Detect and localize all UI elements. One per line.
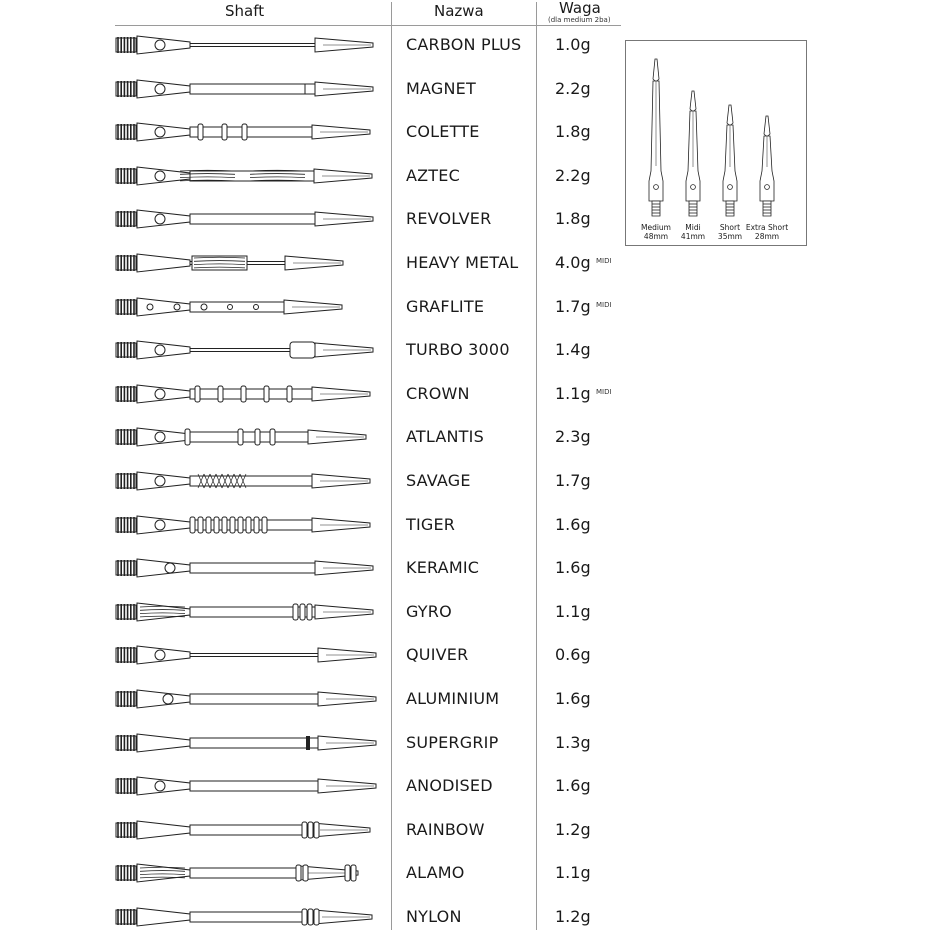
row-name: QUIVER [406, 645, 469, 665]
shaft-illustration-revolver-icon [110, 202, 385, 236]
row-weight: 1.1g [555, 863, 591, 883]
row-name: SAVAGE [406, 471, 471, 490]
row-name: ATLANTIS [406, 427, 484, 447]
shaft-illustration-carbon-plus-icon [110, 28, 385, 62]
shaft-illustration-alamo-icon [110, 856, 385, 890]
row-name: CROWN [406, 383, 470, 403]
row-weight: 1.2g [555, 907, 591, 926]
row-weight: 2.2g [555, 165, 591, 185]
length-size-medium: 48mm [643, 232, 669, 241]
row-weight: 1.6g [555, 776, 591, 796]
shaft-illustration-rainbow-icon [110, 813, 385, 847]
row-name: KERAMIC [406, 558, 480, 578]
column-divider-2 [536, 2, 537, 930]
shaft-illustration-heavy-metal-icon [110, 246, 385, 280]
shaft-illustration-turbo-3000-icon [110, 333, 385, 367]
row-name: GYRO [406, 601, 452, 621]
shaft-illustration-keramic-icon [110, 551, 385, 585]
shaft-illustration-anodised-icon [110, 769, 385, 803]
length-size-extra-short: 28mm [754, 232, 780, 241]
row-weight: 1.8g [555, 122, 591, 142]
row-weight: 1.6g [555, 514, 591, 534]
header-shaft: Shaft [225, 2, 265, 20]
shaft-illustration-supergrip-icon [110, 726, 385, 760]
shaft-illustration-graflite-icon [110, 290, 385, 324]
row-weight: 4.0g [555, 253, 591, 272]
row-name: SUPERGRIP [406, 732, 499, 752]
row-name: GRAFLITE [406, 296, 485, 316]
shaft-illustration-aztec-icon [110, 159, 385, 193]
row-weight: 1.3g [555, 732, 591, 752]
row-name: TURBO 3000 [406, 340, 510, 360]
row-note: MIDI [596, 257, 612, 265]
row-weight: 1.2g [555, 819, 591, 839]
medium-shaft-icon [649, 59, 663, 216]
header-nazwa: Nazwa [434, 2, 484, 20]
shaft-illustration-savage-icon [110, 464, 385, 498]
row-weight: 2.3g [555, 427, 591, 447]
shaft-illustration-nylon-icon [110, 900, 385, 934]
row-name: HEAVY METAL [406, 253, 519, 272]
row-name: TIGER [406, 514, 456, 534]
short-shaft-icon [723, 105, 737, 216]
row-name: MAGNET [406, 78, 476, 98]
column-divider-1 [391, 2, 392, 930]
shaft-illustration-crown-icon [110, 377, 385, 411]
row-name: NYLON [406, 907, 462, 926]
row-name: ANODISED [406, 776, 493, 796]
row-weight: 1.6g [555, 558, 591, 578]
row-name: REVOLVER [406, 209, 492, 229]
shaft-illustration-aluminium-icon [110, 682, 385, 716]
length-name-medium: Medium [641, 223, 671, 232]
row-name: RAINBOW [406, 819, 485, 839]
row-note: MIDI [596, 387, 612, 396]
row-name: CARBON PLUS [406, 35, 522, 54]
length-size-midi: 41mm [680, 232, 706, 241]
row-name: ALAMO [406, 863, 465, 883]
length-name-midi: Midi [685, 223, 701, 232]
length-comparison-panel [625, 40, 807, 246]
shaft-illustration-tiger-icon [110, 508, 385, 542]
row-weight: 2.2g [555, 78, 591, 98]
row-name: COLETTE [406, 122, 480, 142]
shaft-illustration-atlantis-icon [110, 420, 385, 454]
row-weight: 1.0g [555, 35, 591, 54]
header-underline [115, 25, 621, 26]
row-weight: 1.7g [555, 296, 591, 316]
row-weight: 1.1g [555, 383, 591, 403]
header-waga-note: (dla medium 2ba) [548, 16, 611, 24]
row-name: AZTEC [406, 165, 460, 185]
row-name: ALUMINIUM [406, 689, 500, 708]
header-waga: Waga [559, 0, 601, 17]
midi-shaft-icon [686, 91, 700, 216]
length-name-extra-short: Extra Short [745, 223, 789, 232]
row-note: MIDI [596, 300, 612, 309]
length-size-short: 35mm [717, 232, 743, 241]
row-weight: 1.6g [555, 689, 591, 708]
shaft-illustration-gyro-icon [110, 595, 385, 629]
extra-short-shaft-icon [760, 116, 774, 216]
row-weight: 0.6g [555, 645, 591, 665]
length-name-short: Short [719, 223, 741, 232]
row-weight: 1.7g [555, 471, 591, 490]
shaft-illustration-magnet-icon [110, 72, 385, 106]
row-weight: 1.1g [555, 601, 591, 621]
row-weight: 1.8g [555, 209, 591, 229]
shaft-illustration-colette-icon [110, 115, 385, 149]
row-weight: 1.4g [555, 340, 591, 360]
length-label-extra-short [744, 223, 790, 241]
length-comparison-drawing [626, 41, 808, 247]
shaft-illustration-quiver-icon [110, 638, 385, 672]
